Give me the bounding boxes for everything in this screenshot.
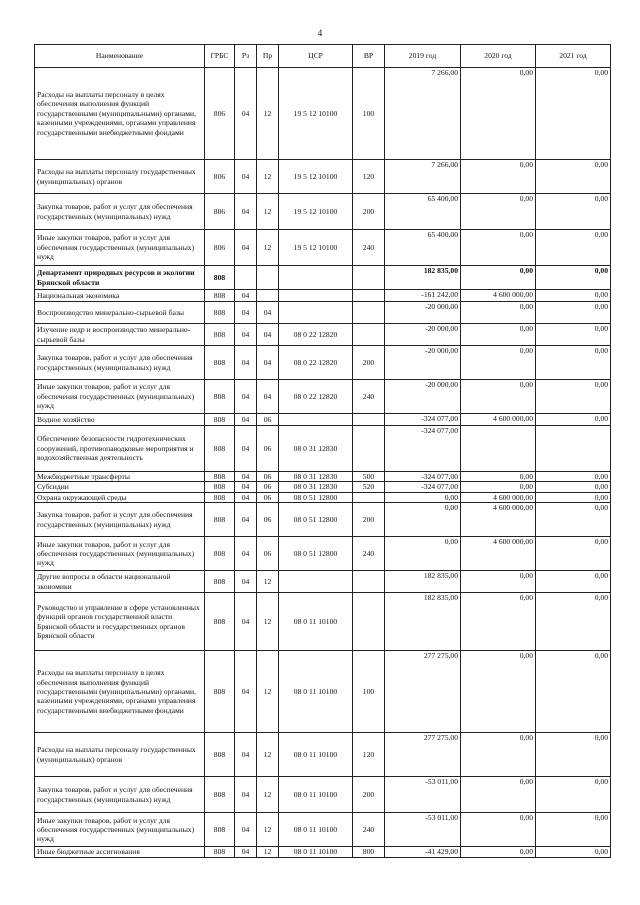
cell-pr: 12 <box>257 571 279 593</box>
cell-grbs: 808 <box>205 482 235 492</box>
header-2019: 2019 год <box>385 45 461 68</box>
header-pr: Пр <box>257 45 279 68</box>
cell-pr: 04 <box>257 302 279 324</box>
page-number: 4 <box>317 28 323 38</box>
cell-2019: 7 266,00 <box>385 68 461 160</box>
table-row <box>35 537 611 571</box>
cell-2021: 0,00 <box>536 593 611 651</box>
cell-pr: 06 <box>257 537 279 571</box>
cell-2019: -20 000,00 <box>385 346 461 380</box>
cell-2021: 0,00 <box>536 571 611 593</box>
cell-rz: 04 <box>235 537 257 571</box>
cell-2021: 0,00 <box>536 777 611 813</box>
cell-grbs: 808 <box>205 733 235 777</box>
cell-pr: 12 <box>257 230 279 266</box>
cell-rz <box>235 266 257 290</box>
cell-2019: -20 000,00 <box>385 324 461 346</box>
cell-rz: 04 <box>235 651 257 733</box>
cell-csr <box>279 302 353 324</box>
cell-2019: -53 011,00 <box>385 777 461 813</box>
cell-pr: 12 <box>257 68 279 160</box>
cell-2019: 0,00 <box>385 492 461 502</box>
cell-csr <box>279 414 353 426</box>
cell-csr: 08 0 11 10100 <box>279 651 353 733</box>
table-row <box>35 290 611 302</box>
cell-pr: 12 <box>257 813 279 847</box>
cell-2019: 65 400,00 <box>385 194 461 230</box>
cell-grbs: 808 <box>205 380 235 414</box>
cell-vr <box>353 324 385 346</box>
cell-rz: 04 <box>235 290 257 302</box>
cell-vr: 100 <box>353 68 385 160</box>
cell-rz: 04 <box>235 492 257 502</box>
cell-2020: 0,00 <box>461 68 536 160</box>
cell-grbs: 806 <box>205 194 235 230</box>
header-vr: ВР <box>353 45 385 68</box>
cell-rz: 04 <box>235 380 257 414</box>
cell-2020: 4 600 000,00 <box>461 537 536 571</box>
cell-vr: 200 <box>353 777 385 813</box>
cell-2020: 0,00 <box>461 160 536 194</box>
cell-2021: 0,00 <box>536 68 611 160</box>
cell-csr: 08 0 31 12830 <box>279 472 353 482</box>
cell-rz: 04 <box>235 324 257 346</box>
cell-2021: 0,00 <box>536 160 611 194</box>
cell-vr <box>353 414 385 426</box>
cell-grbs: 808 <box>205 302 235 324</box>
cell-vr: 100 <box>353 651 385 733</box>
cell-pr: 06 <box>257 472 279 482</box>
cell-vr: 120 <box>353 160 385 194</box>
table-row <box>35 651 611 733</box>
table-row <box>35 813 611 847</box>
cell-rz: 04 <box>235 346 257 380</box>
cell-2021: 0,00 <box>536 813 611 847</box>
cell-2021: 0,00 <box>536 492 611 502</box>
cell-rz: 04 <box>235 571 257 593</box>
cell-name: Иные бюджетные ассигнования <box>35 847 205 857</box>
cell-vr: 200 <box>353 503 385 537</box>
cell-name: Расходы на выплаты персоналу в целях обеспечения выполнения функций государственными (муниципальными) органами, казенными учреждениями, органами управления государственными внебюджетными фондами <box>35 651 205 733</box>
cell-vr: 800 <box>353 847 385 857</box>
cell-name: Обеспечение безопасности гидротехнических сооружений, противопаводковые мероприятия и водохозяйственная деятельность <box>35 426 205 472</box>
cell-vr: 240 <box>353 813 385 847</box>
cell-2019: -53 011,00 <box>385 813 461 847</box>
cell-2019: 182 835,00 <box>385 593 461 651</box>
cell-grbs: 808 <box>205 492 235 502</box>
cell-csr: 08 0 51 12800 <box>279 492 353 502</box>
table-row <box>35 302 611 324</box>
cell-2020: 4 600 000,00 <box>461 414 536 426</box>
cell-vr <box>353 593 385 651</box>
cell-name: Водное хозяйство <box>35 414 205 426</box>
cell-grbs: 806 <box>205 230 235 266</box>
cell-name: Иные закупки товаров, работ и услуг для обеспечения государственных (муниципальных) нужд <box>35 230 205 266</box>
cell-2020: 0,00 <box>461 194 536 230</box>
cell-grbs: 808 <box>205 290 235 302</box>
cell-2021: 0,00 <box>536 346 611 380</box>
cell-grbs: 808 <box>205 266 235 290</box>
cell-2019: 65 400,00 <box>385 230 461 266</box>
cell-grbs: 808 <box>205 324 235 346</box>
cell-pr: 12 <box>257 593 279 651</box>
table-row <box>35 847 611 857</box>
table-row <box>35 492 611 502</box>
cell-pr: 12 <box>257 733 279 777</box>
cell-2020: 0,00 <box>461 651 536 733</box>
cell-2021: 0,00 <box>536 302 611 324</box>
cell-vr: 240 <box>353 537 385 571</box>
cell-csr: 08 0 51 12800 <box>279 503 353 537</box>
cell-2020: 0,00 <box>461 482 536 492</box>
cell-name: Субсидии <box>35 482 205 492</box>
cell-rz: 04 <box>235 503 257 537</box>
cell-name: Закупка товаров, работ и услуг для обеспечения государственных (муниципальных) нужд <box>35 346 205 380</box>
cell-pr: 06 <box>257 482 279 492</box>
cell-csr: 08 0 22 12820 <box>279 380 353 414</box>
cell-name: Расходы на выплаты персоналу в целях обеспечения выполнения функций государственными (муниципальными) органами, казенными учреждениями, органами управления государственными внебюджетными фондами <box>35 68 205 160</box>
cell-pr: 06 <box>257 503 279 537</box>
cell-2020: 0,00 <box>461 230 536 266</box>
cell-2020: 0,00 <box>461 380 536 414</box>
cell-2020: 0,00 <box>461 847 536 857</box>
table-row <box>35 472 611 482</box>
cell-grbs: 808 <box>205 472 235 482</box>
cell-name: Охрана окружающей среды <box>35 492 205 502</box>
cell-2019: 0,00 <box>385 503 461 537</box>
table-row <box>35 230 611 266</box>
table-row <box>35 777 611 813</box>
cell-pr: 12 <box>257 847 279 857</box>
cell-2019: -161 242,00 <box>385 290 461 302</box>
cell-name: Другие вопросы в области национальной экономики <box>35 571 205 593</box>
cell-rz: 04 <box>235 230 257 266</box>
cell-rz: 04 <box>235 593 257 651</box>
table-row <box>35 503 611 537</box>
table-header-row <box>35 45 611 68</box>
cell-2021: 0,00 <box>536 733 611 777</box>
cell-pr: 04 <box>257 346 279 380</box>
cell-vr <box>353 571 385 593</box>
cell-grbs: 808 <box>205 777 235 813</box>
cell-2021: 0,00 <box>536 651 611 733</box>
header-2021: 2021 год <box>536 45 611 68</box>
cell-pr: 12 <box>257 194 279 230</box>
cell-name: Расходы на выплаты персоналу государственных (муниципальных) органов <box>35 733 205 777</box>
cell-vr: 520 <box>353 482 385 492</box>
cell-2021: 0,00 <box>536 194 611 230</box>
table-row <box>35 571 611 593</box>
cell-rz: 04 <box>235 472 257 482</box>
cell-2019: -324 077,00 <box>385 414 461 426</box>
cell-2019: 182 835,00 <box>385 571 461 593</box>
cell-pr: 12 <box>257 160 279 194</box>
cell-csr: 08 0 11 10100 <box>279 593 353 651</box>
cell-csr: 19 5 12 10100 <box>279 160 353 194</box>
table-row <box>35 426 611 472</box>
cell-grbs: 808 <box>205 651 235 733</box>
cell-vr <box>353 302 385 324</box>
cell-pr: 12 <box>257 651 279 733</box>
cell-2021: 0,00 <box>536 537 611 571</box>
cell-2021: 0,00 <box>536 482 611 492</box>
cell-name: Закупка товаров, работ и услуг для обеспечения государственных (муниципальных) нужд <box>35 194 205 230</box>
cell-pr <box>257 290 279 302</box>
cell-rz: 04 <box>235 847 257 857</box>
header-name: Наименование <box>35 45 205 68</box>
cell-2020: 0,00 <box>461 733 536 777</box>
cell-vr: 240 <box>353 380 385 414</box>
cell-2021: 0,00 <box>536 472 611 482</box>
cell-2020: 0,00 <box>461 472 536 482</box>
cell-2021: 0,00 <box>536 230 611 266</box>
cell-grbs: 806 <box>205 68 235 160</box>
cell-2019: -41 429,00 <box>385 847 461 857</box>
cell-grbs: 806 <box>205 160 235 194</box>
cell-name: Национальная экономика <box>35 290 205 302</box>
cell-pr: 04 <box>257 380 279 414</box>
cell-csr: 08 0 11 10100 <box>279 733 353 777</box>
cell-2021: 0,00 <box>536 380 611 414</box>
table-row <box>35 593 611 651</box>
cell-2019: 182 835,00 <box>385 266 461 290</box>
cell-rz: 04 <box>235 194 257 230</box>
header-grbs: ГРБС <box>205 45 235 68</box>
cell-2019: -20 000,00 <box>385 380 461 414</box>
cell-2019: -20 000,00 <box>385 302 461 324</box>
cell-2021: 0,00 <box>536 414 611 426</box>
cell-name: Закупка товаров, работ и услуг для обеспечения государственных (муниципальных) нужд <box>35 503 205 537</box>
cell-grbs: 808 <box>205 346 235 380</box>
table-row <box>35 160 611 194</box>
cell-2020: 0,00 <box>461 777 536 813</box>
cell-2019: -324 077,00 <box>385 426 461 472</box>
cell-csr: 08 0 11 10100 <box>279 813 353 847</box>
budget-table <box>34 44 611 858</box>
cell-rz: 04 <box>235 160 257 194</box>
cell-grbs: 808 <box>205 593 235 651</box>
cell-grbs: 808 <box>205 847 235 857</box>
cell-rz: 04 <box>235 68 257 160</box>
cell-rz: 04 <box>235 733 257 777</box>
cell-2019: 7 266,00 <box>385 160 461 194</box>
table-row <box>35 733 611 777</box>
cell-csr: 08 0 22 12820 <box>279 324 353 346</box>
table-row <box>35 266 611 290</box>
table-body <box>35 68 611 858</box>
cell-2021: 0,00 <box>536 290 611 302</box>
cell-2020: 4 600 000,00 <box>461 290 536 302</box>
cell-csr: 19 5 12 10100 <box>279 230 353 266</box>
cell-csr: 19 5 12 10100 <box>279 194 353 230</box>
cell-name: Руководство и управление в сфере установленных функций органов государственной власти Брянской области и государственных органов Брянской области <box>35 593 205 651</box>
cell-2020 <box>461 426 536 472</box>
cell-vr <box>353 492 385 502</box>
cell-grbs: 808 <box>205 571 235 593</box>
cell-2019: -324 077,00 <box>385 472 461 482</box>
table-row <box>35 482 611 492</box>
cell-2019: 277 275,00 <box>385 733 461 777</box>
cell-csr <box>279 266 353 290</box>
cell-grbs: 808 <box>205 813 235 847</box>
cell-grbs: 808 <box>205 414 235 426</box>
cell-pr: 06 <box>257 492 279 502</box>
cell-rz: 04 <box>235 426 257 472</box>
cell-name: Иные закупки товаров, работ и услуг для обеспечения государственных (муниципальных) нужд <box>35 813 205 847</box>
cell-csr: 08 0 22 12820 <box>279 346 353 380</box>
cell-2020: 0,00 <box>461 593 536 651</box>
cell-2020: 0,00 <box>461 302 536 324</box>
cell-2021: 0,00 <box>536 503 611 537</box>
cell-name: Расходы на выплаты персоналу государственных (муниципальных) органов <box>35 160 205 194</box>
cell-2020: 0,00 <box>461 324 536 346</box>
cell-vr: 200 <box>353 346 385 380</box>
cell-vr <box>353 290 385 302</box>
cell-csr <box>279 571 353 593</box>
cell-name: Иные закупки товаров, работ и услуг для обеспечения государственных (муниципальных) нужд <box>35 537 205 571</box>
cell-csr <box>279 290 353 302</box>
cell-csr: 08 0 11 10100 <box>279 847 353 857</box>
header-rz: Рз <box>235 45 257 68</box>
cell-csr: 08 0 11 10100 <box>279 777 353 813</box>
cell-name: Департамент природных ресурсов и экологии Брянской области <box>35 266 205 290</box>
cell-vr <box>353 426 385 472</box>
table-row <box>35 414 611 426</box>
cell-2019: -324 077,00 <box>385 482 461 492</box>
cell-rz: 04 <box>235 777 257 813</box>
cell-grbs: 808 <box>205 503 235 537</box>
cell-name: Закупка товаров, работ и услуг для обеспечения государственных (муниципальных) нужд <box>35 777 205 813</box>
header-csr: ЦСР <box>279 45 353 68</box>
cell-vr: 120 <box>353 733 385 777</box>
cell-2021 <box>536 426 611 472</box>
table-row <box>35 324 611 346</box>
cell-vr: 240 <box>353 230 385 266</box>
cell-2021: 0,00 <box>536 324 611 346</box>
cell-2020: 0,00 <box>461 266 536 290</box>
cell-2019: 277 275,00 <box>385 651 461 733</box>
cell-pr: 12 <box>257 777 279 813</box>
table-row <box>35 380 611 414</box>
table-row <box>35 346 611 380</box>
cell-csr: 08 0 31 12830 <box>279 482 353 492</box>
cell-name: Иные закупки товаров, работ и услуг для обеспечения государственных (муниципальных) нужд <box>35 380 205 414</box>
cell-grbs: 808 <box>205 426 235 472</box>
cell-rz: 04 <box>235 813 257 847</box>
cell-rz: 04 <box>235 414 257 426</box>
cell-rz: 04 <box>235 482 257 492</box>
cell-rz: 04 <box>235 302 257 324</box>
cell-2021: 0,00 <box>536 847 611 857</box>
cell-pr: 06 <box>257 426 279 472</box>
cell-pr <box>257 266 279 290</box>
cell-pr: 06 <box>257 414 279 426</box>
cell-2020: 4 600 000,00 <box>461 503 536 537</box>
cell-vr: 200 <box>353 194 385 230</box>
cell-2021: 0,00 <box>536 266 611 290</box>
cell-csr: 08 0 51 12800 <box>279 537 353 571</box>
cell-2019: 0,00 <box>385 537 461 571</box>
header-2020: 2020 год <box>461 45 536 68</box>
table-row <box>35 68 611 160</box>
cell-name: Межбюджетные трансферты <box>35 472 205 482</box>
cell-2020: 4 600 000,00 <box>461 492 536 502</box>
cell-2020: 0,00 <box>461 813 536 847</box>
cell-2020: 0,00 <box>461 346 536 380</box>
cell-name: Воспроизводство минерально-сырьевой базы <box>35 302 205 324</box>
cell-grbs: 808 <box>205 537 235 571</box>
cell-name: Изучение недр и воспроизводство минерально-сырьевой базы <box>35 324 205 346</box>
cell-vr <box>353 266 385 290</box>
cell-csr: 08 0 31 12830 <box>279 426 353 472</box>
cell-pr: 04 <box>257 324 279 346</box>
cell-2020: 0,00 <box>461 571 536 593</box>
table-row <box>35 194 611 230</box>
cell-csr: 19 5 12 10100 <box>279 68 353 160</box>
cell-vr: 500 <box>353 472 385 482</box>
